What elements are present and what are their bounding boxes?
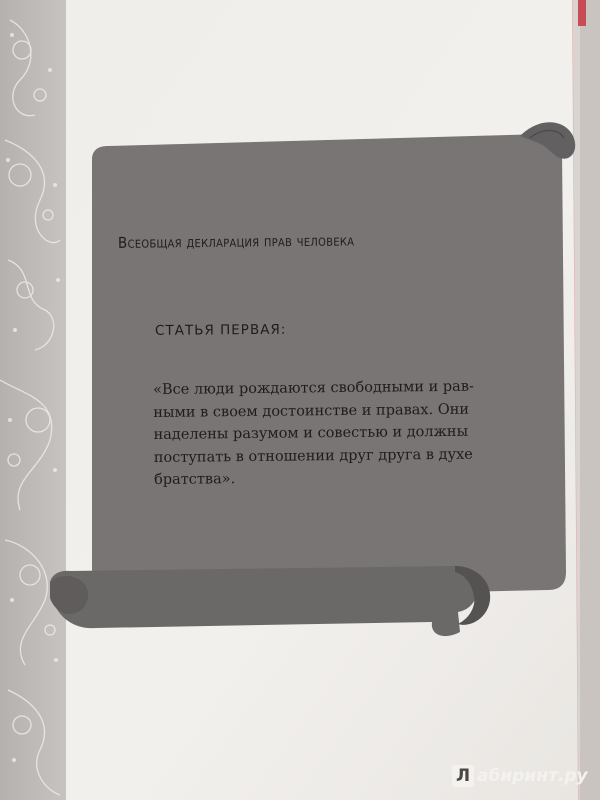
article-label: СТАТЬЯ ПЕРВАЯ: [154, 321, 287, 339]
page-heading: Всеобщая декларация прав человека [117, 231, 355, 252]
quote-line: «Все люди рождаются свободными и рав- [153, 378, 474, 398]
quote-line: поступать в отношении друг друга в духе [153, 446, 473, 466]
quote-line: братства». [153, 471, 236, 488]
quote-line: наделены разумом и совестью и должны [153, 423, 469, 443]
quote-line: ными в своем достоинстве и правах. Они [153, 401, 470, 421]
article-quote [153, 376, 479, 492]
watermark-text: абиринт.ру [477, 766, 588, 786]
ornament-pattern [0, 0, 66, 800]
labirint-logo-icon: Л [452, 765, 474, 787]
labirint-watermark [452, 762, 588, 790]
